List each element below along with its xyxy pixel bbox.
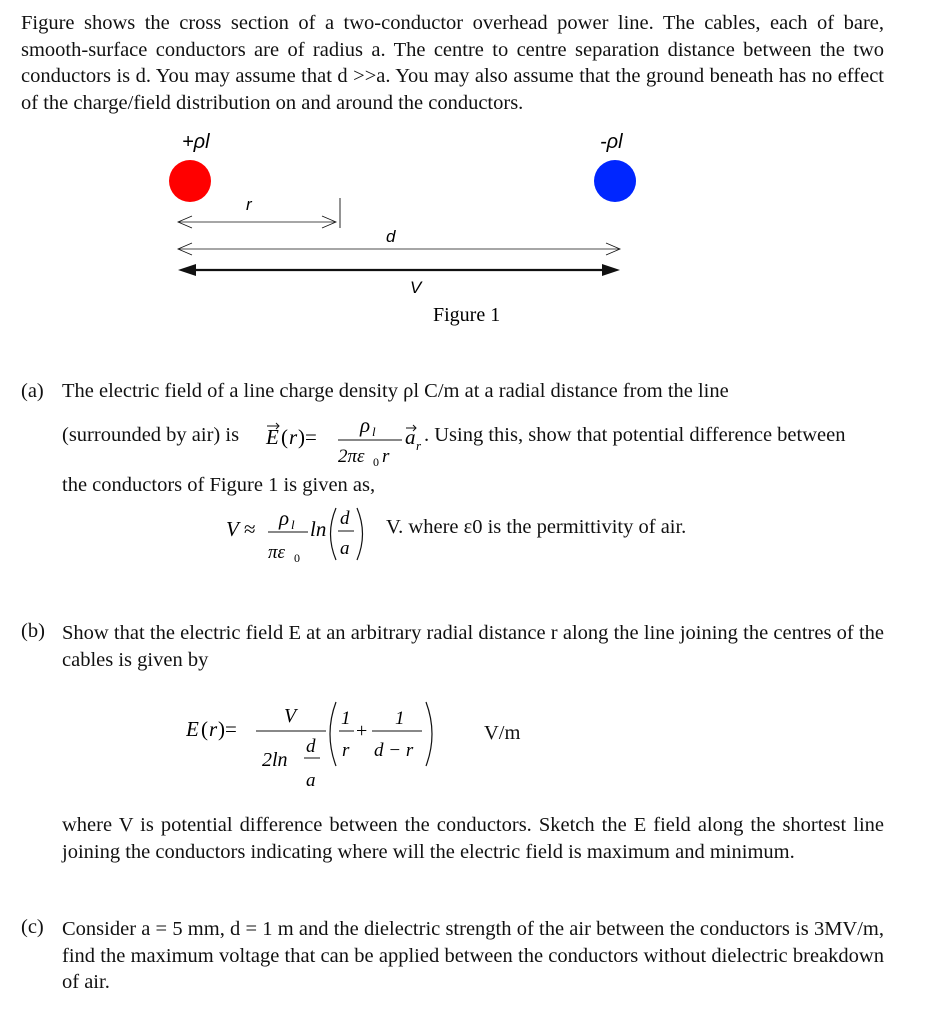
svg-text:V: V [226, 517, 239, 541]
svg-text:r: r [382, 446, 390, 467]
question-b-unit: V/m [484, 722, 521, 744]
figure-1 [0, 0, 937, 340]
question-b-label: (b) [21, 620, 45, 642]
svg-text:(: ( [201, 717, 208, 741]
svg-text:0: 0 [294, 551, 300, 565]
svg-text:a: a [405, 425, 416, 449]
question-b-text: Show that the electric field E at an arbitrary radial distance r along the line joining the centres of the cables is given by [62, 622, 884, 671]
svg-text:r: r [209, 717, 218, 741]
question-a-line3: the conductors of Figure 1 is given as, [62, 474, 376, 496]
d-dimension-arrow [178, 243, 620, 255]
svg-text:r: r [289, 425, 298, 449]
figure-caption: Figure 1 [433, 304, 501, 326]
svg-text:l: l [291, 517, 295, 532]
svg-text:d: d [340, 508, 350, 529]
r-dimension-arrow [178, 198, 340, 228]
intro-paragraph: Figure shows the cross section of a two-conductor overhead power line. The cables, each of bare, smooth-surface conductors are of radius a. The centre to centre separation distance between the two conductors is d. You may assume that d >>a. You may also assume that the ground beneath has no effect of the charge/field distribution on and around the conductors. [21, 12, 884, 114]
svg-text:r: r [342, 740, 350, 761]
svg-text:d: d [306, 736, 316, 757]
r-label: r [246, 195, 252, 214]
field-formula [256, 408, 426, 468]
field-between-conductors-formula [186, 694, 486, 794]
svg-text:a: a [340, 538, 350, 559]
svg-text:2πε: 2πε [338, 446, 365, 467]
v-dimension-arrow [178, 264, 620, 276]
question-a-line1: The electric field of a line charge density ρl C/m at a radial distance from the line [62, 380, 729, 402]
question-a-line2-end: . Using this, show that potential difference between [424, 424, 846, 446]
svg-text:ρ: ρ [279, 506, 290, 530]
svg-text:πε: πε [268, 542, 286, 563]
question-a-line2-start: (surrounded by air) is [62, 424, 240, 446]
question-a-formula-tail: V. where ε0 is the permittivity of air. [386, 516, 687, 538]
svg-text:ln: ln [310, 517, 327, 541]
svg-text:a: a [306, 770, 316, 791]
question-c-text: Consider a = 5 mm, d = 1 m and the dielectric strength of the air between the conductors is 3MV/m, find the maximum voltage that can be applied between the conductors without dielectric breakdown of air. [62, 918, 884, 993]
svg-text:ρ: ρ [360, 413, 371, 437]
svg-text:r: r [416, 438, 422, 453]
svg-text:)=: )= [218, 717, 237, 741]
left-charge-label: +ρl [182, 131, 210, 153]
svg-text:l: l [372, 424, 376, 439]
right-charge-label: -ρl [600, 131, 623, 153]
positive-conductor [169, 160, 211, 202]
question-c-label: (c) [21, 916, 44, 938]
svg-text:(: ( [281, 425, 288, 449]
negative-conductor [594, 160, 636, 202]
voltage-formula [226, 500, 386, 570]
svg-text:E: E [266, 425, 279, 449]
svg-text:V: V [284, 705, 297, 727]
svg-text:1: 1 [395, 708, 405, 729]
svg-text:)=: )= [298, 425, 317, 449]
svg-text:+: + [356, 720, 368, 742]
v-label: V [410, 278, 422, 297]
svg-text:2ln: 2ln [262, 749, 288, 771]
svg-text:d − r: d − r [374, 740, 414, 761]
d-label: d [386, 227, 396, 246]
question-b-tail: where V is potential difference between the conductors. Sketch the E field along the shortest line joining the conductors indicating where will the electric field is maximum and minimum. [62, 814, 884, 863]
svg-text:1: 1 [341, 708, 351, 729]
svg-text:0: 0 [373, 455, 379, 468]
svg-text:E: E [186, 717, 199, 741]
question-a-label: (a) [21, 380, 44, 402]
svg-text:≈: ≈ [244, 517, 256, 541]
